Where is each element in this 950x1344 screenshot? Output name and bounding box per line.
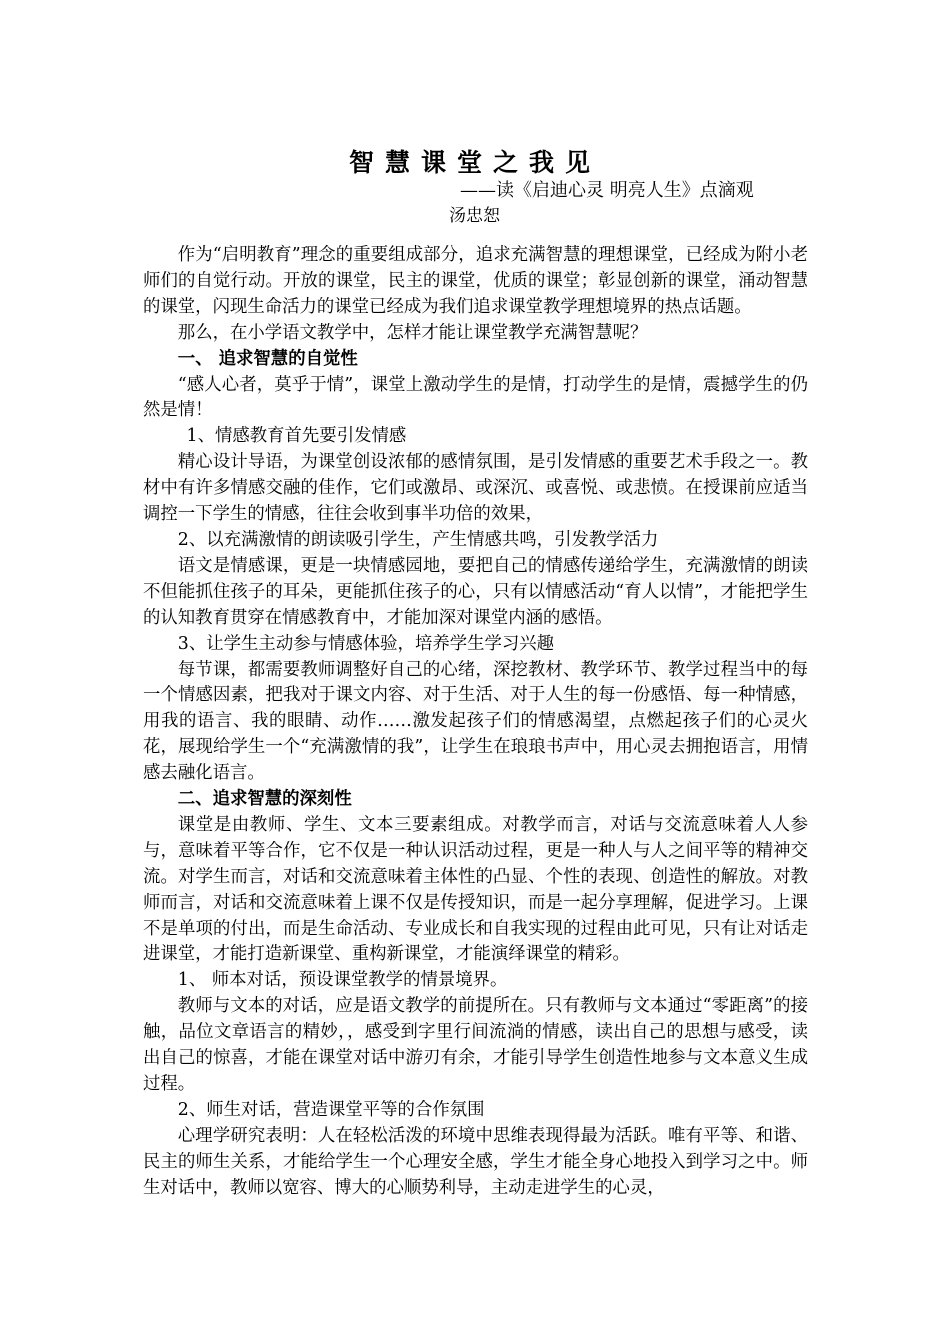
paragraph: 语文是情感课，更是一块情感园地，要把自己的情感传递给学生，充满激情的朗读不但能抓住孩子的耳朵，更能抓住孩子的心，只有以情感活动“育人以情”，才能把学生的认知教育贯穿在情感教育中，才能加深对课堂内涵的感悟。 [143,555,808,628]
subheading: 1、 师本对话，预设课堂教学的情景境界。 [177,970,508,991]
paragraph: 课堂是由教师、学生、文本三要素组成。对教学而言，对话与交流意味着人人参与，意味着平等合作，它不仅是一种认识活动过程，更是一种人与人之间平等的精神交流。对学生而言，对话和交流意味着主体性的凸显、个性的表现、创造性的解放。对教师而言，对话和交流意味着上课不仅是传授知识，而是一起分享理解，促进学习。上课不是单项的付出，而是生命活动、专业成长和自我实现的过程由此可见，只有让对话走进课堂，才能打造新课堂、重构新课堂，才能演绎课堂的精彩。 [143,814,808,965]
subheading: 2、师生对话，营造课堂平等的合作氛围 [177,1099,485,1120]
document-title: 智慧课堂之我见 [348,148,601,177]
subheading: 1、情感教育首先要引发情感 [186,426,407,447]
subheading: 3、让学生主动参与情感体验，培养学生学习兴趣 [177,633,555,654]
section-heading-2: 二、追求智慧的深刻性 [177,789,352,810]
document-subtitle: ——读《启迪心灵 明亮人生》点滴观 [460,180,754,201]
document-author: 汤忠恕 [449,206,500,226]
paragraph: 精心设计导语，为课堂创设浓郁的感情氛围，是引发情感的重要艺术手段之一。教材中有许多情感交融的佳作，它们或激昂、或深沉、或喜悦、或悲愤。在授课前应适当调控一下学生的情感，往往会收到事半功倍的效果， [143,452,808,525]
section-heading-1: 一、 追求智慧的自觉性 [177,348,358,369]
paragraph-question: 那么，在小学语文教学中，怎样才能让课堂教学充满智慧呢？ [177,322,648,343]
paragraph: 教师与文本的对话，应是语文教学的前提所在。只有教师与文本通过“零距离”的接触，品位文章语言的精妙，，感受到字里行间流淌的情感，读出自己的思想与感受，读出自己的惊喜，才能在课堂对话中游刃有余，才能引导学生创造性地参与文本意义生成过程。 [143,996,808,1094]
paragraph-intro: 作为“启明教育”理念的重要组成部分，追求充满智慧的理想课堂，已经成为附小老师们的自觉行动。开放的课堂，民主的课堂，优质的课堂；彰显创新的课堂，涌动智慧的课堂，闪现生命活力的课堂已经成为我们追求课堂教学理想境界的热点话题。 [143,245,808,317]
subheading: 2、以充满激情的朗读吸引学生，产生情感共鸣，引发教学活力 [177,529,659,550]
document-body [143,243,808,1202]
paragraph: 心理学研究表明：人在轻松活泼的环境中思维表现得最为活跃。唯有平等、和谐、民主的师生关系，才能给学生一个心理安全感，学生才能全身心地投入到学习之中。师生对话中，教师以宽容、博大的心顺势利导，主动走进学生的心灵， [143,1125,808,1198]
paragraph: 每节课，都需要教师调整好自己的心绪，深挖教材、教学环节、教学过程当中的每一个情感因素，把我对于课文内容、对于生活、对于人生的每一份感悟、每一种情感，用我的语言、我的眼睛、动作……激发起孩子们的情感渴望，点燃起孩子们的心灵火花，展现给学生一个“充满激情的我”，让学生在琅琅书声中，用心灵去拥抱语言，用情感去融化语言。 [143,659,808,784]
paragraph: “感人心者，莫乎于情”，课堂上激动学生的是情，打动学生的是情，震撼学生的仍然是情！ [143,374,808,421]
